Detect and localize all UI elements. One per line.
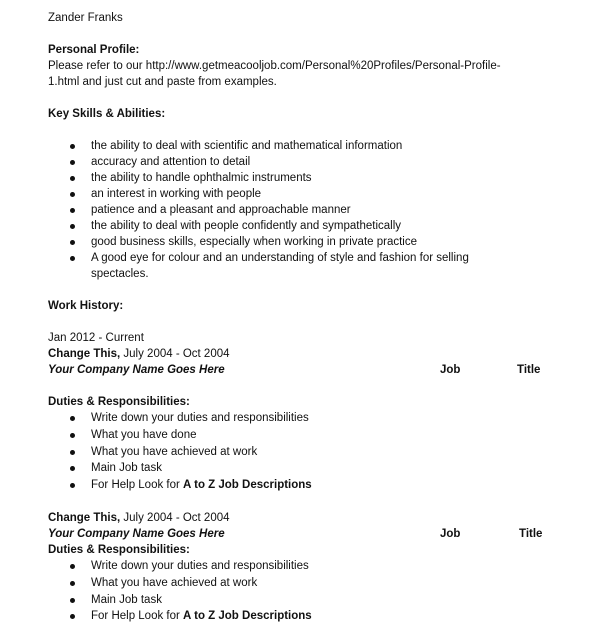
profile-text-line1: Please refer to our http://www.getmeacooljob.com/Personal%20Profiles/Personal-Profile- bbox=[48, 60, 501, 72]
job1-header bbox=[48, 346, 548, 362]
job2-title-label: Title bbox=[519, 527, 543, 540]
job2-duties-heading: Duties & Responsibilities: bbox=[48, 543, 190, 556]
job2-job-label: Job bbox=[440, 527, 461, 540]
duty-item: What you have done bbox=[48, 427, 548, 444]
duty-item: Main Job task bbox=[48, 460, 548, 477]
job2-help-link[interactable]: A to Z Job Descriptions bbox=[183, 610, 312, 623]
job2-help-text: For Help Look for bbox=[91, 610, 184, 623]
job1-dates: July 2004 - Oct 2004 bbox=[120, 348, 230, 360]
skill-item: A good eye for colour and an understanding of style and fashion for selling spectacles. bbox=[48, 250, 491, 282]
resume-page bbox=[48, 10, 548, 625]
skill-item: an interest in working with people bbox=[48, 186, 548, 202]
job1-duties-list bbox=[48, 410, 548, 494]
job1-company-row bbox=[48, 362, 548, 378]
duty-item-help bbox=[48, 477, 548, 494]
profile-heading: Personal Profile: bbox=[48, 44, 140, 56]
job1-change-label: Change This, bbox=[48, 348, 121, 360]
job1-duties-heading: Duties & Responsibilities: bbox=[48, 396, 190, 408]
duty-item: What you have achieved at work bbox=[48, 444, 548, 461]
job1-title-label: Title bbox=[517, 364, 541, 376]
duty-item: Write down your duties and responsibilities bbox=[48, 558, 548, 575]
job1-company: Your Company Name Goes Here bbox=[48, 364, 225, 376]
job2-change-label: Change This, bbox=[48, 511, 121, 524]
job2-header bbox=[48, 510, 548, 526]
job2-company: Your Company Name Goes Here bbox=[48, 527, 225, 540]
job2-company-row bbox=[48, 526, 548, 542]
duty-item-help bbox=[48, 608, 548, 625]
skill-item: good business skills, especially when working in private practice bbox=[48, 234, 548, 250]
skills-list bbox=[48, 138, 548, 282]
work-date-current: Jan 2012 - Current bbox=[48, 332, 144, 344]
duty-item: Main Job task bbox=[48, 592, 548, 609]
skills-heading: Key Skills & Abilities: bbox=[48, 108, 166, 120]
skill-item: the ability to deal with scientific and mathematical information bbox=[48, 138, 548, 154]
profile-text-line2: 1.html and just cut and paste from examples. bbox=[48, 76, 277, 88]
job2-dates: July 2004 - Oct 2004 bbox=[120, 511, 230, 524]
job1-help-text: For Help Look for bbox=[91, 479, 184, 492]
skill-item: accuracy and attention to detail bbox=[48, 154, 548, 170]
skill-item: patience and a pleasant and approachable manner bbox=[48, 202, 548, 218]
candidate-name: Zander Franks bbox=[48, 12, 123, 24]
duty-item: What you have achieved at work bbox=[48, 575, 548, 592]
work-heading: Work History: bbox=[48, 300, 124, 312]
job2-duties-list bbox=[48, 558, 548, 625]
skill-item: the ability to deal with people confidently and sympathetically bbox=[48, 218, 548, 234]
duty-item: Write down your duties and responsibilities bbox=[48, 410, 548, 427]
job1-job-label: Job bbox=[440, 364, 461, 376]
skill-item: the ability to handle ophthalmic instruments bbox=[48, 170, 548, 186]
job1-help-link[interactable]: A to Z Job Descriptions bbox=[183, 479, 312, 492]
